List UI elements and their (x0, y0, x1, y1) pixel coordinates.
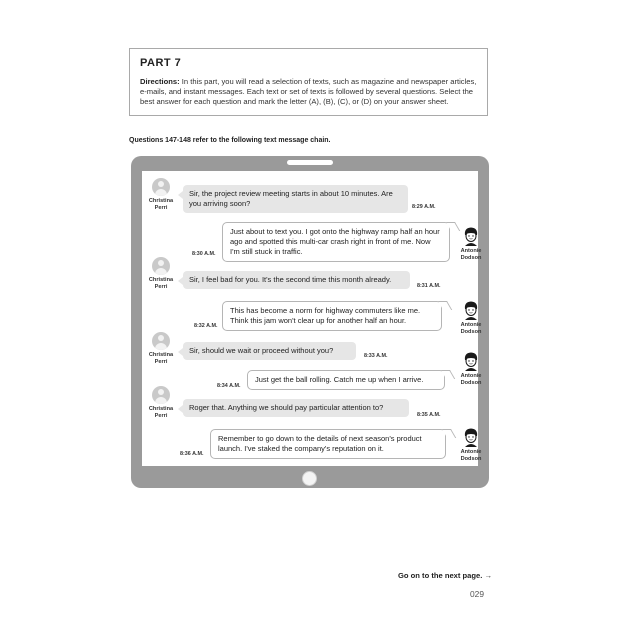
avatar-name: Christina Perri (148, 277, 174, 290)
page-number: 029 (470, 589, 484, 599)
message-bubble: Remember to go down to the details of next season's product launch. I've staked the company's reputation on it. (210, 429, 446, 459)
message-bubble: Sir, the project review meeting starts in about 10 minutes. Are you arriving soon? (183, 185, 408, 213)
avatar-name: Christina Perri (148, 406, 174, 419)
avatar-christina (143, 386, 179, 419)
avatar-name: Antonie Dodson (460, 449, 482, 462)
man-cartoon-avatar-icon (462, 226, 480, 246)
questions-reference: Questions 147-148 refer to the following text message chain. (129, 137, 331, 144)
avatar-name: Antonie Dodson (460, 322, 482, 335)
part-title: PART 7 (140, 57, 182, 69)
person-placeholder-icon (152, 257, 170, 275)
message-time: 8:36 A.M. (180, 451, 204, 457)
avatar-antonie (453, 300, 489, 335)
tablet-frame (131, 156, 489, 488)
message-bubble: Just get the ball rolling. Catch me up when I arrive. (247, 370, 445, 390)
avatar-christina (143, 257, 179, 290)
message-time: 8:31 A.M. (417, 283, 441, 289)
message-bubble: This has become a norm for highway commuters like me. Think this jam won't clear up for another half an hour. (222, 301, 442, 331)
person-placeholder-icon (152, 332, 170, 350)
avatar-name: Antonie Dodson (460, 248, 482, 261)
message-time: 8:35 A.M. (417, 412, 441, 418)
message-time: 8:30 A.M. (192, 251, 216, 257)
avatar-antonie (453, 226, 489, 261)
avatar-name: Antonie Dodson (460, 373, 482, 386)
message-bubble: Sir, should we wait or proceed without you? (183, 342, 356, 360)
avatar-name: Christina Perri (148, 352, 174, 365)
avatar-christina (143, 332, 179, 365)
directions-text (140, 77, 477, 107)
avatar-name: Christina Perri (148, 198, 174, 211)
message-screen (142, 171, 482, 466)
avatar-christina (143, 178, 179, 211)
avatar-antonie (453, 351, 489, 386)
directions-label: Directions: (140, 77, 180, 86)
message-time: 8:34 A.M. (217, 383, 241, 389)
message-bubble: Sir, I feel bad for you. It's the second time this month already. (183, 271, 410, 289)
tablet-speaker (287, 160, 333, 165)
person-placeholder-icon (152, 386, 170, 404)
avatar-antonie (453, 427, 489, 462)
directions-body: In this part, you will read a selection of texts, such as magazine and newspaper articles, e-mails, and instant messages. Each text or set of texts is followed by several questions. Select the best answer for each question and mark the letter (A), (B), (C), or (D) on your answer sheet. (140, 77, 477, 106)
next-page-note: Go on to the next page. → (398, 571, 493, 580)
directions-box (129, 48, 488, 116)
man-cartoon-avatar-icon (462, 300, 480, 320)
man-cartoon-avatar-icon (462, 427, 480, 447)
man-cartoon-avatar-icon (462, 351, 480, 371)
tablet-home-button (302, 471, 317, 486)
message-time: 8:33 A.M. (364, 353, 388, 359)
message-bubble: Just about to text you. I got onto the highway ramp half an hour ago and spotted this multi-car crash right in front of me. Now I'm still stuck in traffic. (222, 222, 450, 262)
person-placeholder-icon (152, 178, 170, 196)
message-bubble: Roger that. Anything we should pay particular attention to? (183, 399, 409, 417)
message-time: 8:29 A.M. (412, 204, 436, 210)
message-time: 8:32 A.M. (194, 323, 218, 329)
